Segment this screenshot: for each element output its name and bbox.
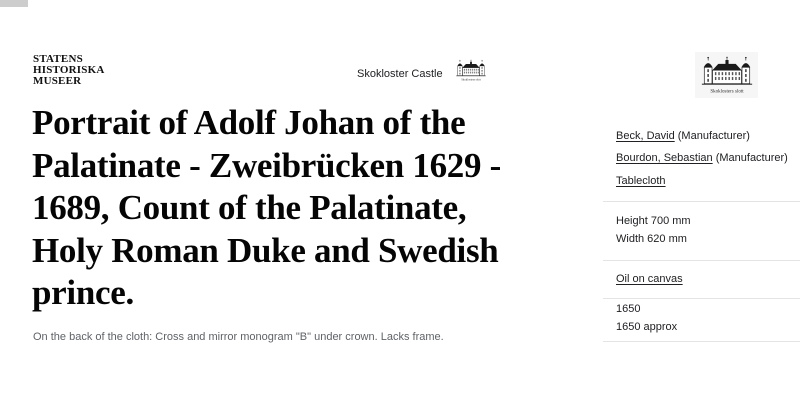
brand-logo[interactable]: [33, 54, 105, 86]
title-line: Holy Roman Duke and Swedish: [32, 230, 499, 270]
dimension-width: Width 620 mm: [616, 233, 687, 245]
manufacturer-link[interactable]: Beck, David: [616, 130, 675, 142]
title-line: prince.: [32, 273, 134, 312]
brand-logo-line: MUSEER: [33, 74, 82, 87]
manufacturer-row: [616, 152, 788, 165]
divider: [603, 341, 800, 342]
item-description: On the back of the cloth: Cross and mirror monogram "B" under crown. Lacks frame.: [33, 331, 444, 343]
title-line: Palatinate - Zweibrücken 1629 -: [32, 145, 501, 185]
decorative-bar: [0, 0, 28, 7]
divider: [603, 201, 800, 202]
brand-logo-line: HISTORISKA: [33, 63, 105, 76]
skokloster-castle-logo[interactable]: [695, 52, 758, 98]
page-title: [32, 102, 501, 315]
manufacturer-role: (Manufacturer): [715, 152, 788, 164]
date-row: 1650: [616, 303, 641, 315]
dimension-height: Height 700 mm: [616, 215, 691, 227]
manufacturer-role: (Manufacturer): [677, 130, 750, 142]
object-type-row: [616, 175, 666, 188]
brand-logo-line: STATENS: [33, 53, 83, 65]
divider: [603, 298, 800, 299]
object-type-link[interactable]: Tablecloth: [616, 175, 666, 187]
manufacturer-row: [616, 130, 750, 143]
technique-row: [616, 273, 683, 286]
title-line: Portrait of Adolf Johan of the: [32, 103, 466, 142]
castle-logo-caption: Skoklosters slott: [461, 77, 481, 82]
technique-link[interactable]: Oil on canvas: [616, 273, 683, 285]
divider: [603, 260, 800, 261]
details-sidebar: [600, 0, 800, 410]
date-row: 1650 approx: [616, 321, 678, 333]
castle-logo-caption: Skoklosters slott: [709, 89, 744, 95]
title-line: 1689, Count of the Palatinate,: [32, 188, 467, 227]
collection-name-link[interactable]: Skokloster Castle: [357, 68, 443, 80]
castle-icon: [454, 59, 488, 82]
castle-icon: [698, 55, 756, 95]
skokloster-castle-logo-small[interactable]: [454, 59, 488, 83]
manufacturer-link[interactable]: Bourdon, Sebastian: [616, 152, 713, 164]
